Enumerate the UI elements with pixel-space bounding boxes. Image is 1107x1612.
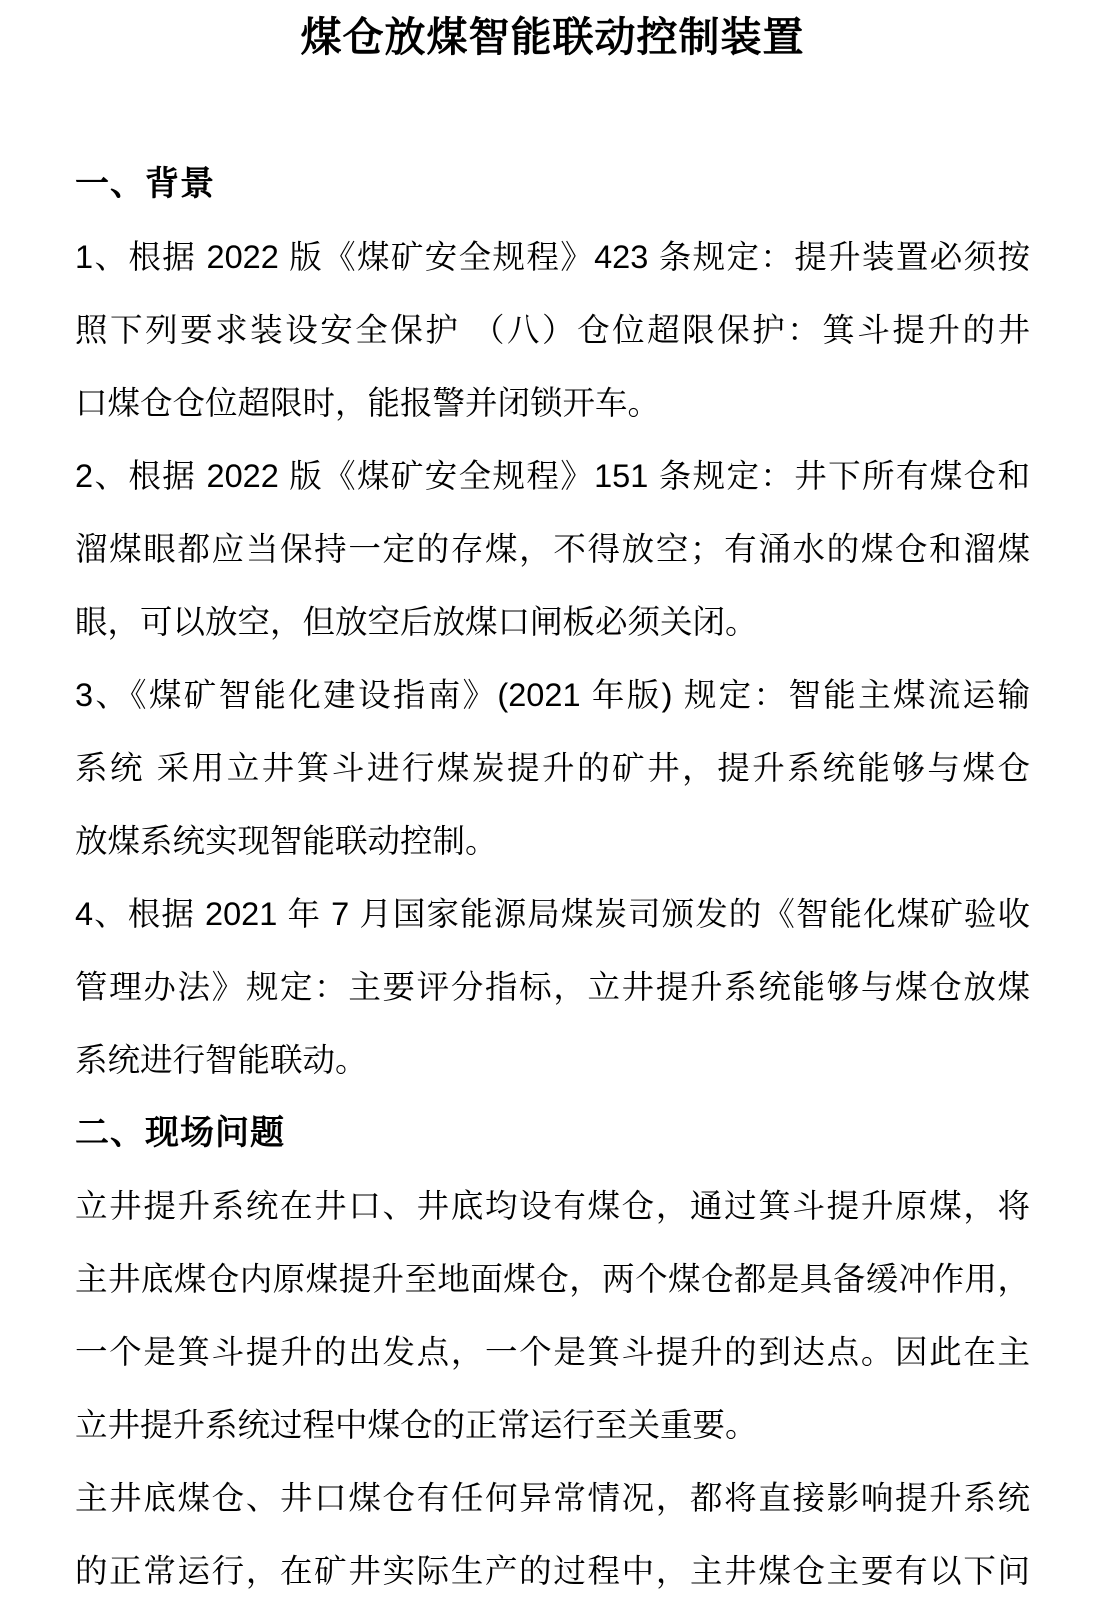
paragraph-4-line-2: 管理办法》规定：主要评分指标，立井提升系统能够与煤仓放煤 bbox=[75, 969, 1030, 1005]
paragraph-4-line-1: 4、根据 2021 年 7 月国家能源局煤炭司颁发的《智能化煤矿验收 bbox=[75, 896, 1030, 932]
paragraph-5-line-1: 立井提升系统在井口、井底均设有煤仓，通过箕斗提升原煤，将 bbox=[75, 1188, 1030, 1224]
paragraph-1-line-2: 照下列要求装设安全保护 （八）仓位超限保护：箕斗提升的井 bbox=[75, 312, 1030, 348]
paragraph-5-line-2: 主井底煤仓内原煤提升至地面煤仓，两个煤仓都是具备缓冲作用， bbox=[75, 1261, 1030, 1297]
paragraph-2-line-1: 2、根据 2022 版《煤矿安全规程》151 条规定：井下所有煤仓和 bbox=[75, 458, 1030, 494]
document-body bbox=[75, 148, 1030, 1608]
paragraph-1-line-3: 口煤仓仓位超限时，能报警并闭锁开车。 bbox=[75, 385, 661, 421]
paragraph-3-line-2: 系统 采用立井箕斗进行煤炭提升的矿井，提升系统能够与煤仓 bbox=[75, 750, 1030, 786]
paragraph-6-line-1: 主井底煤仓、井口煤仓有任何异常情况，都将直接影响提升系统 bbox=[75, 1480, 1030, 1516]
document-page bbox=[0, 12, 1107, 1612]
section-heading-site-problems: 二、现场问题 bbox=[75, 1114, 285, 1152]
document-title: 煤仓放煤智能联动控制装置 bbox=[300, 14, 805, 60]
paragraph-3-line-3: 放煤系统实现智能联动控制。 bbox=[75, 823, 498, 859]
section-heading-background: 一、背景 bbox=[75, 165, 215, 203]
paragraph-2-line-2: 溜煤眼都应当保持一定的存煤，不得放空；有涌水的煤仓和溜煤 bbox=[75, 531, 1030, 567]
paragraph-4-line-3: 系统进行智能联动。 bbox=[75, 1042, 368, 1078]
paragraph-5-line-4: 立井提升系统过程中煤仓的正常运行至关重要。 bbox=[75, 1407, 758, 1443]
paragraph-2-line-3: 眼，可以放空，但放空后放煤口闸板必须关闭。 bbox=[75, 604, 758, 640]
paragraph-5-line-3: 一个是箕斗提升的出发点，一个是箕斗提升的到达点。因此在主 bbox=[75, 1334, 1030, 1370]
paragraph-1-line-1: 1、根据 2022 版《煤矿安全规程》423 条规定：提升装置必须按 bbox=[75, 239, 1030, 275]
paragraph-6-line-2: 的正常运行，在矿井实际生产的过程中，主井煤仓主要有以下问 bbox=[75, 1553, 1030, 1589]
paragraph-3-line-1: 3、《煤矿智能化建设指南》(2021 年版) 规定：智能主煤流运输 bbox=[75, 677, 1030, 713]
